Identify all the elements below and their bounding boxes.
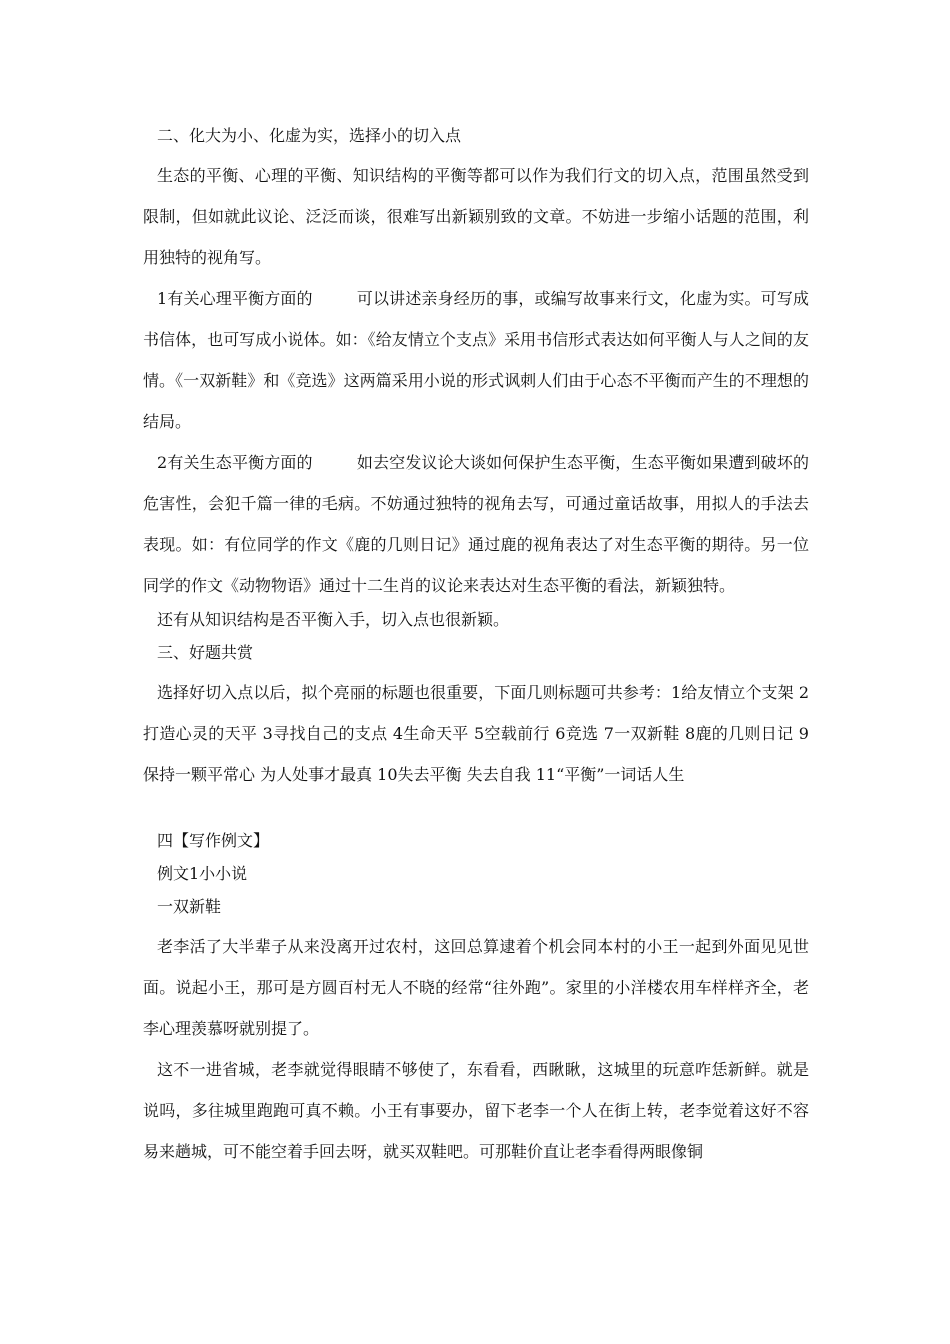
item-2-text: 如去空发议论大谈如何保护生态平衡，生态平衡如果遭到破坏的危害性，会犯千篇一律的毛病。不妨通过独特的视角去写，可通过童话故事，用拟人的手法去表现。如：有位同学的作文《鹿的几则日记》通过鹿的视角表达了对生态平衡的期待。另一位同学的作文《动物物语》通过十二生肖的议论来表达对生态平衡的看法，新颖独特。: [143, 453, 809, 595]
section-2-paragraph: 生态的平衡、心理的平衡、知识结构的平衡等都可以作为我们行文的切入点，范围虽然受到限制，但如就此议论、泛泛而谈，很难写出新颖别致的文章。不妨进一步缩小话题的范围，利用独特的视角写。: [143, 166, 809, 267]
section-2-item-1: [143, 278, 809, 442]
section-2-heading: 二、化大为小、化虚为实，选择小的切入点: [157, 126, 462, 145]
section-2-item-2: [143, 442, 809, 606]
item-2-label: 2有关生态平衡方面的: [157, 453, 313, 472]
example-label: 例文1小小说: [157, 864, 248, 883]
story-paragraph-2: 这不一进省城，老李就觉得眼睛不够使了，东看看，西瞅瞅，这城里的玩意咋恁新鲜。就是说吗，多往城里跑跑可真不赖。小王有事要办，留下老李一个人在街上转，老李觉着这好不容易来趟城，可不能空着手回去呀，就买双鞋吧。可那鞋价直让老李看得两眼像铜: [143, 1060, 809, 1161]
story-title: 一双新鞋: [157, 897, 222, 916]
item-1-label: 1有关心理平衡方面的: [157, 289, 313, 308]
item-1-text: 可以讲述亲身经历的事，或编写故事来行文，化虚为实。可写成书信体，也可写成小说体。如：《给友情立个支点》采用书信形式表达如何平衡人与人之间的友情。《一双新鞋》和《竞选》这两篇采用小说的形式讽刺人们由于心态不平衡而产生的不理想的结局。: [143, 289, 809, 431]
section-3-heading: 三、好题共赏: [157, 643, 254, 662]
document-page: [143, 122, 809, 1172]
section-3-paragraph: 选择好切入点以后，拟个亮丽的标题也很重要，下面几则标题可共参考：1给友情立个支架 2打造心灵的天平 3寻找自己的支点 4生命天平 5空载前行 6竞选 7一双新鞋 8鹿的几则日记 9保持一颗平常心 为人处事才最真 10失去平衡 失去自我 11“平衡”一词话人生: [143, 683, 809, 784]
story-paragraph-1: 老李活了大半辈子从来没离开过农村，这回总算逮着个机会同本村的小王一起到外面见见世面。说起小王，那可是方圆百村无人不晓的经常“往外跑”。家里的小洋楼农用车样样齐全，老李心理羡慕呀就别提了。: [143, 937, 809, 1038]
section-4-heading: 四【写作例文】: [157, 831, 270, 850]
section-2-item-3: 还有从知识结构是否平衡入手，切入点也很新颖。: [157, 610, 510, 629]
